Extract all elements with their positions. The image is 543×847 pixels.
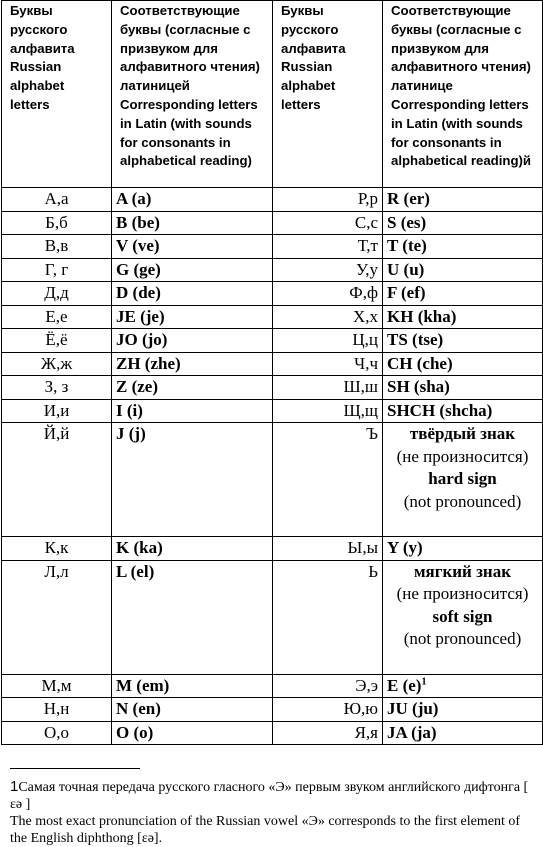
russian-letter: З, з	[2, 376, 112, 400]
russian-letter: Ч,ч	[273, 352, 383, 376]
russian-letter: О,о	[2, 721, 112, 745]
russian-letter: В,в	[2, 235, 112, 259]
table-row	[2, 235, 543, 259]
table-row	[2, 329, 543, 353]
note-ru: мягкий знак	[413, 561, 512, 581]
latin-letter: JO (jo)	[112, 329, 273, 353]
latin-letter: F (ef)	[383, 282, 543, 306]
latin-letter: JE (je)	[112, 305, 273, 329]
russian-letter: Е,е	[2, 305, 112, 329]
russian-letter: У,у	[273, 258, 383, 282]
russian-letter: Х,х	[273, 305, 383, 329]
latin-letter: K (ka)	[112, 537, 273, 561]
table-row	[2, 721, 543, 745]
table-row	[2, 537, 543, 561]
latin-letter: Z (ze)	[112, 376, 273, 400]
latin-letter: G (ge)	[112, 258, 273, 282]
table-row	[2, 258, 543, 282]
note-en: hard sign	[428, 469, 497, 488]
latin-letter: D (de)	[112, 282, 273, 306]
footnote-separator	[10, 768, 140, 769]
footnote	[10, 778, 540, 847]
latin-letter: SH (sha)	[383, 376, 543, 400]
latin-letter: T (te)	[383, 235, 543, 259]
latin-letter: R (er)	[383, 188, 543, 212]
hard-sign-note	[383, 423, 543, 537]
note-ru-sub: (не произносится)	[396, 446, 529, 466]
table-row	[2, 282, 543, 306]
russian-letter: К,к	[2, 537, 112, 561]
russian-letter: Ю,ю	[273, 698, 383, 722]
russian-letter: Щ,щ	[273, 399, 383, 423]
latin-letter: SHCH (shcha)	[383, 399, 543, 423]
latin-letter: TS (tse)	[383, 329, 543, 353]
latin-letter: L (el)	[112, 560, 273, 674]
table-row-hard-sign	[2, 423, 543, 537]
russian-letter: Ь	[273, 560, 383, 674]
latin-letter: JU (ju)	[383, 698, 543, 722]
latin-letter: S (es)	[383, 211, 543, 235]
russian-letter: И,и	[2, 399, 112, 423]
table-row	[2, 674, 543, 698]
footnote-ref[interactable]: 1	[421, 675, 427, 687]
russian-letter: Ц,ц	[273, 329, 383, 353]
russian-letter: Я,я	[273, 721, 383, 745]
table-row	[2, 188, 543, 212]
table-row	[2, 399, 543, 423]
latin-letter: B (be)	[112, 211, 273, 235]
latin-letter-text: E (e)	[387, 675, 422, 695]
note-en-sub: (not pronounced)	[403, 629, 522, 648]
russian-letter: Й,й	[2, 423, 112, 537]
latin-letter: U (u)	[383, 258, 543, 282]
latin-letter: JA (ja)	[383, 721, 543, 745]
header-russian-letters-2: Буквы русского алфавита Russian alphabet letters	[273, 1, 383, 188]
russian-letter: Г, г	[2, 258, 112, 282]
latin-letter: KH (kha)	[383, 305, 543, 329]
russian-letter: Б,б	[2, 211, 112, 235]
soft-sign-note	[383, 560, 543, 674]
russian-letter: Д,д	[2, 282, 112, 306]
russian-letter: Э,э	[273, 674, 383, 698]
table-row	[2, 305, 543, 329]
russian-letter: Н,н	[2, 698, 112, 722]
table-row-soft-sign	[2, 560, 543, 674]
russian-letter: Ы,ы	[273, 537, 383, 561]
note-en: soft sign	[432, 606, 493, 626]
russian-letter: Л,л	[2, 560, 112, 674]
latin-letter: CH (che)	[383, 352, 543, 376]
russian-letter: С,с	[273, 211, 383, 235]
russian-letter: Ш,ш	[273, 376, 383, 400]
footnote-number: 1	[10, 778, 19, 795]
header-russian-letters-1: Буквы русского алфавита Russian alphabet letters	[2, 1, 112, 188]
latin-letter: Y (y)	[383, 537, 543, 561]
latin-letter: I (i)	[112, 399, 273, 423]
latin-letter	[383, 674, 543, 698]
russian-letter: Ф,ф	[273, 282, 383, 306]
note-en-sub: (not pronounced)	[403, 491, 522, 511]
table-row	[2, 211, 543, 235]
russian-letter: Ъ	[273, 423, 383, 537]
header-latin-letters-2: Соответствующие буквы (согласные с призвуком для алфавитного чтения) латинице Corresponding letters in Latin (with sounds for consonants in alphabetical reading)й	[383, 1, 543, 188]
alphabet-table	[1, 0, 543, 745]
latin-letter: M (em)	[112, 674, 273, 698]
table-header-row	[2, 1, 543, 188]
latin-letter: O (o)	[112, 721, 273, 745]
note-ru-sub: (не произносится)	[396, 584, 529, 603]
latin-letter: A (a)	[112, 188, 273, 212]
russian-letter: Ж,ж	[2, 352, 112, 376]
latin-letter: ZH (zhe)	[112, 352, 273, 376]
russian-letter: Р,р	[273, 188, 383, 212]
footnote-en: The most exact pronunciation of the Russian vowel «Э» corresponds to the first element of the English diphthong [ɛə].	[10, 814, 521, 846]
latin-letter: J (j)	[112, 423, 273, 537]
latin-letter: V (ve)	[112, 235, 273, 259]
footnote-ru-text: Самая точная передача русского гласного «Э» первым звуком английского дифтонга [ ɛə ]	[10, 780, 529, 812]
russian-letter: А,а	[2, 188, 112, 212]
header-latin-letters-1: Соответствующие буквы (согласные с призвуком для алфавитного чтения) латиницей Corresponding letters in Latin (with sounds for consonants in alphabetical reading)	[112, 1, 273, 188]
footnote-ru	[10, 778, 540, 813]
table-row	[2, 698, 543, 722]
table-row	[2, 352, 543, 376]
russian-letter: Т,т	[273, 235, 383, 259]
note-ru: твёрдый знак	[409, 424, 516, 443]
latin-letter: N (en)	[112, 698, 273, 722]
russian-letter: Ё,ё	[2, 329, 112, 353]
table-row	[2, 376, 543, 400]
russian-letter: М,м	[2, 674, 112, 698]
